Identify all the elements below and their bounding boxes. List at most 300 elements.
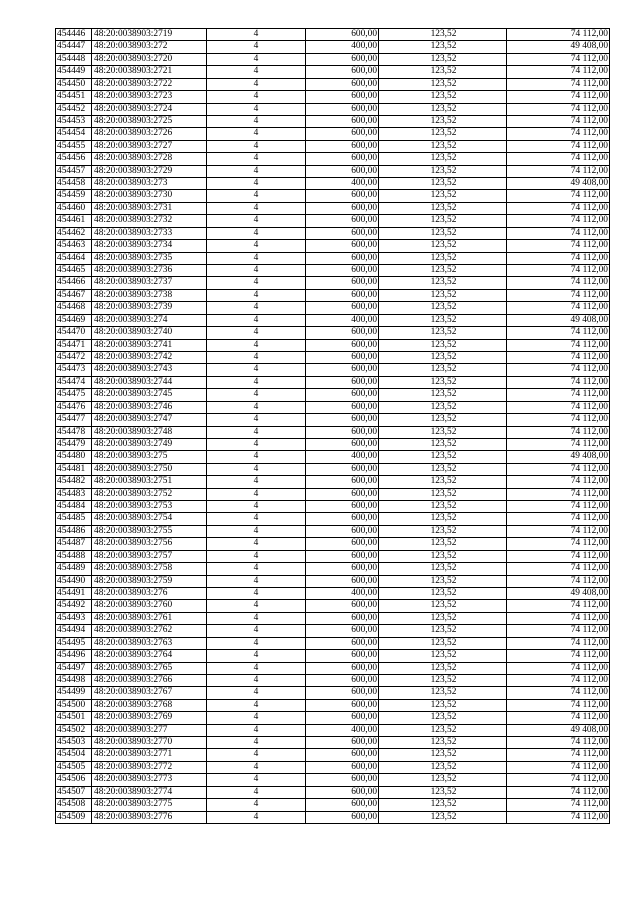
quantity-cell: 4	[207, 600, 306, 612]
amount-cell: 74 112,00	[507, 575, 610, 587]
rate-cell: 123,52	[379, 550, 507, 562]
rate-cell: 123,52	[379, 761, 507, 773]
row-id-cell: 454460	[56, 202, 92, 214]
table-row	[56, 799, 610, 811]
cadastral-number-cell: 48:20:0038903:272	[92, 41, 207, 53]
quantity-cell: 4	[207, 662, 306, 674]
cadastral-number-cell: 48:20:0038903:2776	[92, 811, 207, 823]
row-id-cell: 454494	[56, 625, 92, 637]
table-row	[56, 327, 610, 339]
rate-cell: 123,52	[379, 612, 507, 624]
amount-cell: 74 112,00	[507, 376, 610, 388]
row-id-cell: 454446	[56, 29, 92, 41]
amount-cell: 74 112,00	[507, 538, 610, 550]
quantity-cell: 4	[207, 550, 306, 562]
rate-cell: 123,52	[379, 41, 507, 53]
rate-cell: 123,52	[379, 786, 507, 798]
area-cell: 600,00	[306, 637, 379, 649]
amount-cell: 74 112,00	[507, 774, 610, 786]
row-id-cell: 454448	[56, 53, 92, 65]
cadastral-number-cell: 48:20:0038903:2733	[92, 227, 207, 239]
cadastral-number-cell: 48:20:0038903:2729	[92, 165, 207, 177]
cadastral-number-cell: 48:20:0038903:2763	[92, 637, 207, 649]
amount-cell: 74 112,00	[507, 761, 610, 773]
cadastral-number-cell: 48:20:0038903:274	[92, 314, 207, 326]
cadastral-number-cell: 48:20:0038903:2744	[92, 376, 207, 388]
quantity-cell: 4	[207, 265, 306, 277]
quantity-cell: 4	[207, 351, 306, 363]
row-id-cell: 454453	[56, 115, 92, 127]
amount-cell: 49 408,00	[507, 178, 610, 190]
amount-cell: 74 112,00	[507, 749, 610, 761]
table-row	[56, 476, 610, 488]
rate-cell: 123,52	[379, 513, 507, 525]
amount-cell: 74 112,00	[507, 153, 610, 165]
table-row	[56, 140, 610, 152]
cadastral-number-cell: 48:20:0038903:2755	[92, 525, 207, 537]
row-id-cell: 454478	[56, 426, 92, 438]
rate-cell: 123,52	[379, 575, 507, 587]
table-row	[56, 538, 610, 550]
table-row	[56, 426, 610, 438]
area-cell: 600,00	[306, 687, 379, 699]
row-id-cell: 454462	[56, 227, 92, 239]
rate-cell: 123,52	[379, 414, 507, 426]
table-row	[56, 550, 610, 562]
rate-cell: 123,52	[379, 587, 507, 599]
row-id-cell: 454477	[56, 414, 92, 426]
table-row	[56, 811, 610, 823]
area-cell: 600,00	[306, 265, 379, 277]
area-cell: 600,00	[306, 550, 379, 562]
quantity-cell: 4	[207, 277, 306, 289]
row-id-cell: 454497	[56, 662, 92, 674]
row-id-cell: 454454	[56, 128, 92, 140]
row-id-cell: 454495	[56, 637, 92, 649]
row-id-cell: 454457	[56, 165, 92, 177]
table-row	[56, 749, 610, 761]
row-id-cell: 454455	[56, 140, 92, 152]
row-id-cell: 454461	[56, 215, 92, 227]
amount-cell: 74 112,00	[507, 78, 610, 90]
quantity-cell: 4	[207, 240, 306, 252]
cadastral-number-cell: 48:20:0038903:2766	[92, 674, 207, 686]
amount-cell: 74 112,00	[507, 612, 610, 624]
row-id-cell: 454481	[56, 463, 92, 475]
quantity-cell: 4	[207, 190, 306, 202]
amount-cell: 74 112,00	[507, 91, 610, 103]
table-row	[56, 202, 610, 214]
row-id-cell: 454505	[56, 761, 92, 773]
quantity-cell: 4	[207, 53, 306, 65]
area-cell: 600,00	[306, 463, 379, 475]
table-row	[56, 587, 610, 599]
amount-cell: 74 112,00	[507, 513, 610, 525]
amount-cell: 74 112,00	[507, 401, 610, 413]
amount-cell: 74 112,00	[507, 202, 610, 214]
cadastral-number-cell: 48:20:0038903:2747	[92, 414, 207, 426]
cadastral-number-cell: 48:20:0038903:2775	[92, 799, 207, 811]
quantity-cell: 4	[207, 178, 306, 190]
rate-cell: 123,52	[379, 426, 507, 438]
rate-cell: 123,52	[379, 674, 507, 686]
table-row	[56, 488, 610, 500]
table-row	[56, 699, 610, 711]
cadastral-number-cell: 48:20:0038903:2753	[92, 501, 207, 513]
table-row	[56, 339, 610, 351]
row-id-cell: 454467	[56, 289, 92, 301]
rate-cell: 123,52	[379, 265, 507, 277]
amount-cell: 74 112,00	[507, 501, 610, 513]
quantity-cell: 4	[207, 774, 306, 786]
row-id-cell: 454473	[56, 364, 92, 376]
area-cell: 600,00	[306, 650, 379, 662]
table-row	[56, 600, 610, 612]
area-cell: 600,00	[306, 774, 379, 786]
cadastral-number-cell: 48:20:0038903:2722	[92, 78, 207, 90]
table-row	[56, 687, 610, 699]
rate-cell: 123,52	[379, 501, 507, 513]
row-id-cell: 454472	[56, 351, 92, 363]
table-row	[56, 414, 610, 426]
area-cell: 600,00	[306, 202, 379, 214]
quantity-cell: 4	[207, 414, 306, 426]
row-id-cell: 454507	[56, 786, 92, 798]
area-cell: 600,00	[306, 327, 379, 339]
rate-cell: 123,52	[379, 252, 507, 264]
row-id-cell: 454458	[56, 178, 92, 190]
row-id-cell: 454465	[56, 265, 92, 277]
table-row	[56, 29, 610, 41]
amount-cell: 74 112,00	[507, 128, 610, 140]
amount-cell: 74 112,00	[507, 674, 610, 686]
amount-cell: 74 112,00	[507, 277, 610, 289]
quantity-cell: 4	[207, 227, 306, 239]
amount-cell: 74 112,00	[507, 29, 610, 41]
cadastral-number-cell: 48:20:0038903:2771	[92, 749, 207, 761]
row-id-cell: 454471	[56, 339, 92, 351]
cadastral-number-cell: 48:20:0038903:2774	[92, 786, 207, 798]
cadastral-number-cell: 48:20:0038903:2739	[92, 302, 207, 314]
cadastral-number-cell: 48:20:0038903:2740	[92, 327, 207, 339]
cadastral-number-cell: 48:20:0038903:2742	[92, 351, 207, 363]
quantity-cell: 4	[207, 463, 306, 475]
amount-cell: 49 408,00	[507, 724, 610, 736]
cadastral-number-cell: 48:20:0038903:2738	[92, 289, 207, 301]
rate-cell: 123,52	[379, 91, 507, 103]
quantity-cell: 4	[207, 575, 306, 587]
table-row	[56, 178, 610, 190]
quantity-cell: 4	[207, 327, 306, 339]
row-id-cell: 454466	[56, 277, 92, 289]
area-cell: 600,00	[306, 165, 379, 177]
cadastral-number-cell: 48:20:0038903:2741	[92, 339, 207, 351]
row-id-cell: 454485	[56, 513, 92, 525]
table-row	[56, 190, 610, 202]
row-id-cell: 454456	[56, 153, 92, 165]
cadastral-number-cell: 48:20:0038903:2749	[92, 438, 207, 450]
amount-cell: 74 112,00	[507, 625, 610, 637]
row-id-cell: 454451	[56, 91, 92, 103]
row-id-cell: 454474	[56, 376, 92, 388]
row-id-cell: 454498	[56, 674, 92, 686]
row-id-cell: 454450	[56, 78, 92, 90]
cadastral-number-cell: 48:20:0038903:2735	[92, 252, 207, 264]
rate-cell: 123,52	[379, 438, 507, 450]
cadastral-number-cell: 48:20:0038903:2730	[92, 190, 207, 202]
rate-cell: 123,52	[379, 563, 507, 575]
rate-cell: 123,52	[379, 811, 507, 823]
rate-cell: 123,52	[379, 463, 507, 475]
area-cell: 600,00	[306, 737, 379, 749]
quantity-cell: 4	[207, 78, 306, 90]
row-id-cell: 454487	[56, 538, 92, 550]
rate-cell: 123,52	[379, 699, 507, 711]
cadastral-number-cell: 48:20:0038903:2737	[92, 277, 207, 289]
area-cell: 600,00	[306, 662, 379, 674]
rate-cell: 123,52	[379, 650, 507, 662]
cadastral-number-cell: 48:20:0038903:2746	[92, 401, 207, 413]
cadastral-number-cell: 48:20:0038903:2770	[92, 737, 207, 749]
rate-cell: 123,52	[379, 625, 507, 637]
row-id-cell: 454503	[56, 737, 92, 749]
rate-cell: 123,52	[379, 78, 507, 90]
row-id-cell: 454480	[56, 451, 92, 463]
cadastral-number-cell: 48:20:0038903:2743	[92, 364, 207, 376]
amount-cell: 74 112,00	[507, 351, 610, 363]
table-row	[56, 66, 610, 78]
table-row	[56, 153, 610, 165]
quantity-cell: 4	[207, 637, 306, 649]
row-id-cell: 454490	[56, 575, 92, 587]
cadastral-number-cell: 48:20:0038903:2723	[92, 91, 207, 103]
area-cell: 600,00	[306, 414, 379, 426]
rate-cell: 123,52	[379, 401, 507, 413]
area-cell: 400,00	[306, 314, 379, 326]
quantity-cell: 4	[207, 687, 306, 699]
cadastral-number-cell: 48:20:0038903:2758	[92, 563, 207, 575]
quantity-cell: 4	[207, 761, 306, 773]
cadastral-number-cell: 48:20:0038903:273	[92, 178, 207, 190]
cadastral-number-cell: 48:20:0038903:2726	[92, 128, 207, 140]
rate-cell: 123,52	[379, 488, 507, 500]
row-id-cell: 454459	[56, 190, 92, 202]
cadastral-number-cell: 48:20:0038903:2724	[92, 103, 207, 115]
amount-cell: 74 112,00	[507, 327, 610, 339]
quantity-cell: 4	[207, 389, 306, 401]
table-row	[56, 724, 610, 736]
area-cell: 600,00	[306, 115, 379, 127]
cadastral-number-cell: 48:20:0038903:2732	[92, 215, 207, 227]
quantity-cell: 4	[207, 128, 306, 140]
table-row	[56, 612, 610, 624]
amount-cell: 74 112,00	[507, 662, 610, 674]
amount-cell: 49 408,00	[507, 314, 610, 326]
area-cell: 600,00	[306, 29, 379, 41]
quantity-cell: 4	[207, 513, 306, 525]
amount-cell: 74 112,00	[507, 438, 610, 450]
table-row	[56, 637, 610, 649]
rate-cell: 123,52	[379, 29, 507, 41]
table-row	[56, 401, 610, 413]
quantity-cell: 4	[207, 501, 306, 513]
amount-cell: 74 112,00	[507, 115, 610, 127]
area-cell: 600,00	[306, 563, 379, 575]
cadastral-number-cell: 48:20:0038903:2772	[92, 761, 207, 773]
area-cell: 400,00	[306, 451, 379, 463]
quantity-cell: 4	[207, 625, 306, 637]
rate-cell: 123,52	[379, 637, 507, 649]
rate-cell: 123,52	[379, 687, 507, 699]
amount-cell: 74 112,00	[507, 799, 610, 811]
quantity-cell: 4	[207, 115, 306, 127]
quantity-cell: 4	[207, 401, 306, 413]
data-table	[55, 28, 610, 824]
table-row	[56, 376, 610, 388]
quantity-cell: 4	[207, 799, 306, 811]
quantity-cell: 4	[207, 339, 306, 351]
amount-cell: 74 112,00	[507, 563, 610, 575]
cadastral-number-cell: 48:20:0038903:2756	[92, 538, 207, 550]
amount-cell: 74 112,00	[507, 53, 610, 65]
quantity-cell: 4	[207, 426, 306, 438]
amount-cell: 74 112,00	[507, 265, 610, 277]
amount-cell: 49 408,00	[507, 587, 610, 599]
rate-cell: 123,52	[379, 662, 507, 674]
table-row	[56, 712, 610, 724]
quantity-cell: 4	[207, 699, 306, 711]
table-row	[56, 115, 610, 127]
quantity-cell: 4	[207, 712, 306, 724]
quantity-cell: 4	[207, 612, 306, 624]
table-row	[56, 240, 610, 252]
area-cell: 600,00	[306, 351, 379, 363]
area-cell: 600,00	[306, 786, 379, 798]
quantity-cell: 4	[207, 724, 306, 736]
rate-cell: 123,52	[379, 314, 507, 326]
row-id-cell: 454493	[56, 612, 92, 624]
area-cell: 600,00	[306, 289, 379, 301]
rate-cell: 123,52	[379, 128, 507, 140]
area-cell: 600,00	[306, 128, 379, 140]
area-cell: 600,00	[306, 488, 379, 500]
area-cell: 600,00	[306, 153, 379, 165]
area-cell: 600,00	[306, 761, 379, 773]
amount-cell: 74 112,00	[507, 289, 610, 301]
row-id-cell: 454500	[56, 699, 92, 711]
amount-cell: 74 112,00	[507, 240, 610, 252]
quantity-cell: 4	[207, 563, 306, 575]
rate-cell: 123,52	[379, 749, 507, 761]
row-id-cell: 454452	[56, 103, 92, 115]
rate-cell: 123,52	[379, 525, 507, 537]
rate-cell: 123,52	[379, 774, 507, 786]
quantity-cell: 4	[207, 749, 306, 761]
amount-cell: 74 112,00	[507, 600, 610, 612]
table-row	[56, 389, 610, 401]
row-id-cell: 454475	[56, 389, 92, 401]
table-row	[56, 314, 610, 326]
table-row	[56, 525, 610, 537]
area-cell: 600,00	[306, 376, 379, 388]
area-cell: 600,00	[306, 215, 379, 227]
area-cell: 600,00	[306, 240, 379, 252]
rate-cell: 123,52	[379, 227, 507, 239]
quantity-cell: 4	[207, 587, 306, 599]
area-cell: 600,00	[306, 401, 379, 413]
amount-cell: 74 112,00	[507, 66, 610, 78]
quantity-cell: 4	[207, 674, 306, 686]
rate-cell: 123,52	[379, 364, 507, 376]
table-row	[56, 501, 610, 513]
cadastral-number-cell: 48:20:0038903:2719	[92, 29, 207, 41]
area-cell: 600,00	[306, 53, 379, 65]
area-cell: 600,00	[306, 749, 379, 761]
cadastral-number-cell: 48:20:0038903:2769	[92, 712, 207, 724]
amount-cell: 74 112,00	[507, 414, 610, 426]
rate-cell: 123,52	[379, 724, 507, 736]
cadastral-number-cell: 48:20:0038903:2757	[92, 550, 207, 562]
rate-cell: 123,52	[379, 165, 507, 177]
row-id-cell: 454508	[56, 799, 92, 811]
table-row	[56, 265, 610, 277]
area-cell: 600,00	[306, 476, 379, 488]
row-id-cell: 454483	[56, 488, 92, 500]
rate-cell: 123,52	[379, 538, 507, 550]
area-cell: 600,00	[306, 426, 379, 438]
amount-cell: 74 112,00	[507, 712, 610, 724]
cadastral-number-cell: 48:20:0038903:2720	[92, 53, 207, 65]
rate-cell: 123,52	[379, 190, 507, 202]
area-cell: 600,00	[306, 103, 379, 115]
amount-cell: 74 112,00	[507, 687, 610, 699]
rate-cell: 123,52	[379, 202, 507, 214]
quantity-cell: 4	[207, 650, 306, 662]
cadastral-number-cell: 48:20:0038903:2773	[92, 774, 207, 786]
table-row	[56, 761, 610, 773]
cadastral-number-cell: 48:20:0038903:2751	[92, 476, 207, 488]
quantity-cell: 4	[207, 488, 306, 500]
amount-cell: 74 112,00	[507, 737, 610, 749]
table-row	[56, 662, 610, 674]
quantity-cell: 4	[207, 29, 306, 41]
row-id-cell: 454491	[56, 587, 92, 599]
table-row	[56, 91, 610, 103]
row-id-cell: 454470	[56, 327, 92, 339]
table-row	[56, 215, 610, 227]
table-row	[56, 252, 610, 264]
table-row	[56, 650, 610, 662]
cadastral-number-cell: 48:20:0038903:2725	[92, 115, 207, 127]
area-cell: 600,00	[306, 625, 379, 637]
rate-cell: 123,52	[379, 66, 507, 78]
amount-cell: 74 112,00	[507, 103, 610, 115]
table-row	[56, 513, 610, 525]
area-cell: 600,00	[306, 302, 379, 314]
area-cell: 600,00	[306, 140, 379, 152]
area-cell: 600,00	[306, 712, 379, 724]
cadastral-number-cell: 48:20:0038903:2728	[92, 153, 207, 165]
row-id-cell: 454501	[56, 712, 92, 724]
row-id-cell: 454489	[56, 563, 92, 575]
quantity-cell: 4	[207, 66, 306, 78]
row-id-cell: 454482	[56, 476, 92, 488]
quantity-cell: 4	[207, 91, 306, 103]
row-id-cell: 454476	[56, 401, 92, 413]
amount-cell: 74 112,00	[507, 215, 610, 227]
area-cell: 600,00	[306, 339, 379, 351]
quantity-cell: 4	[207, 786, 306, 798]
